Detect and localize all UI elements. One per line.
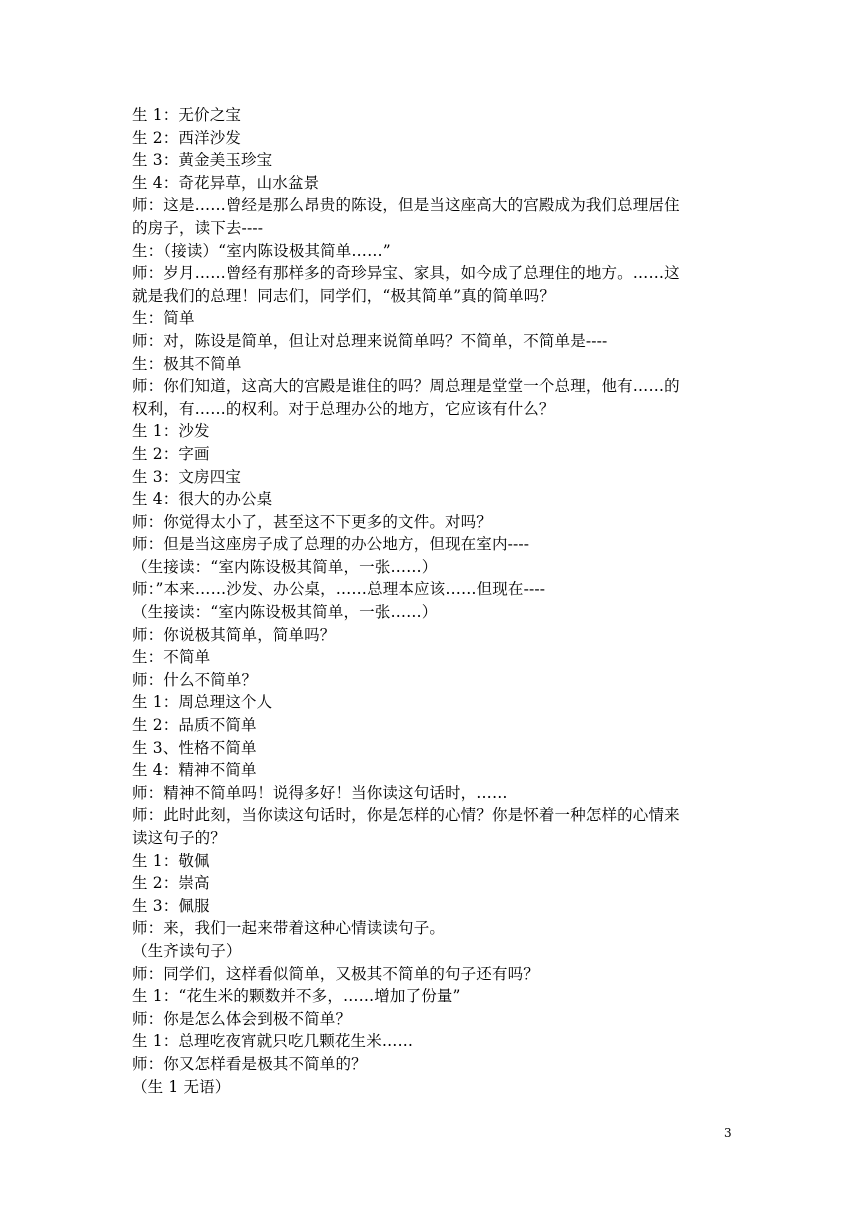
transcript-line: 师：这是……曾经是那么昂贵的陈设，但是当这座高大的宫殿成为我们总理居住 (132, 196, 680, 215)
transcript-line: 师：岁月……曾经有那样多的奇珍异宝、家具，如今成了总理住的地方。……这 (132, 264, 680, 283)
transcript-line: 生 1：沙发 (132, 422, 210, 441)
transcript-line: 读这句子的？ (132, 829, 226, 847)
transcript-line: 师：同学们，这样看似简单，又极其不简单的句子还有吗？ (132, 964, 539, 983)
transcript-line: 生 1：敬佩 (132, 851, 210, 870)
transcript-line: 生 1：“花生米的颗数并不多，……增加了份量” (132, 987, 461, 1006)
transcript-line: 师：对，陈设是简单，但让对总理来说简单吗？不简单，不简单是---- (132, 331, 608, 350)
transcript-line: （生齐读句子） (132, 941, 242, 960)
transcript-line: 生 1：无价之宝 (132, 106, 241, 124)
transcript-body (132, 104, 742, 1098)
transcript-line: 的房子，读下去---- (132, 218, 264, 237)
transcript-line: 生 1：周总理这个人 (132, 693, 273, 712)
transcript-line: 生 3、性格不简单 (132, 738, 257, 757)
transcript-line: 权利，有……的权利。对于总理办公的地方，它应该有什么？ (132, 399, 555, 418)
transcript-line: 生：简单 (132, 309, 195, 328)
transcript-line: 生 4：精神不简单 (132, 761, 257, 780)
transcript-line: 生 2：西洋沙发 (132, 128, 241, 147)
transcript-line: 师：你们知道，这高大的宫殿是谁住的吗？周总理是堂堂一个总理，他有……的 (132, 377, 680, 396)
transcript-line: 师：”本来……沙发、办公桌，……总理本应该……但现在---- (132, 580, 546, 599)
page-number: 3 (724, 1126, 732, 1140)
transcript-line: 生 1：总理吃夜宵就只吃几颗花生米…… (132, 1032, 414, 1051)
transcript-line: 师：你是怎么体会到极不简单？ (132, 1009, 352, 1028)
transcript-line: 生 4：奇花异草，山水盆景 (132, 173, 320, 192)
transcript-line: 生：极其不简单 (132, 354, 242, 373)
transcript-line: 师：你说极其简单，简单吗？ (132, 625, 336, 644)
transcript-line: 生：不简单 (132, 648, 211, 667)
transcript-line: 师：你又怎样看是极其不简单的？ (132, 1054, 367, 1073)
transcript-line: 师：精神不简单吗！说得多好！当你读这句话时，…… (132, 783, 508, 802)
transcript-line: （生 1 无语） (132, 1077, 231, 1096)
transcript-line: 师：什么不简单？ (132, 670, 258, 689)
transcript-line: 师：来，我们一起来带着这种心情读读句子。 (132, 919, 446, 938)
transcript-line: 生：（接读）“室内陈设极其简单……” (132, 241, 391, 260)
transcript-line: 生 3：佩服 (132, 896, 210, 915)
transcript-line: 生 3：文房四宝 (132, 467, 241, 486)
transcript-line: （生接读：“室内陈设极其简单，一张……） (132, 557, 438, 576)
transcript-line: （生接读：“室内陈设极其简单，一张……） (132, 603, 438, 622)
transcript-line: 生 2：崇高 (132, 874, 210, 893)
transcript-line: 生 3：黄金美玉珍宝 (132, 151, 273, 170)
transcript-line: 就是我们的总理！同志们，同学们，“极其简单”真的简单吗？ (132, 286, 556, 305)
transcript-line: 师：但是当这座房子成了总理的办公地方，但现在室内---- (132, 535, 530, 554)
transcript-line: 生 4：很大的办公桌 (132, 490, 273, 509)
transcript-line: 师：你觉得太小了，甚至这不下更多的文件。对吗？ (132, 512, 492, 531)
transcript-line: 生 2：字画 (132, 444, 210, 463)
transcript-line: 师：此时此刻，当你读这句话时，你是怎样的心情？你是怀着一种怎样的心情来 (132, 806, 680, 825)
transcript-line: 生 2：品质不简单 (132, 716, 257, 735)
